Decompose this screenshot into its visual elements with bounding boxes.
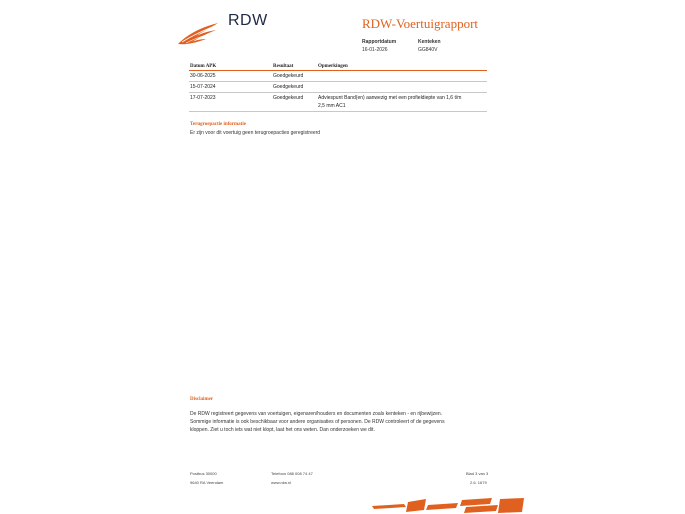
apk-date: 30-06-2025 [189, 71, 272, 82]
kenteken-value: GG840V [418, 47, 438, 53]
disclaimer-line: Sommige informatie is ook beschikbaar voor andere organisaties of personen. De RDW controleert of de gegevens [190, 419, 445, 425]
apk-remark [317, 71, 487, 82]
kenteken-label: Kenteken [418, 39, 441, 45]
apk-remark [317, 93, 487, 112]
apk-date: 17-07-2023 [189, 93, 272, 112]
recall-text: Er zijn voor dit voertuig geen terugroepacties geregistreerd [190, 130, 321, 136]
rapportdatum-label: Rapportdatum [362, 39, 397, 45]
apk-date: 15-07-2024 [189, 82, 272, 93]
apk-remark-line: 2,5 mm AC1 [318, 103, 346, 109]
column-header-result: Resultaat [272, 64, 317, 71]
table-row [189, 82, 487, 93]
recall-heading: Terugroepactie informatie [190, 122, 246, 127]
rdw-logo-icon [176, 20, 220, 46]
apk-result: Goedgekeurd [272, 82, 317, 93]
footer-phone: Telefoon 088 008 74 47 [271, 471, 313, 476]
rapportdatum-value: 16-01-2026 [362, 47, 388, 53]
disclaimer-text [190, 410, 490, 434]
report-title: RDW-Voertuigrapport [362, 16, 479, 31]
apk-result: Goedgekeurd [272, 71, 317, 82]
table-row [189, 93, 487, 112]
column-header-date: Datum APK [189, 64, 272, 71]
disclaimer-line: De RDW registreert gegevens van voertuigen, eigenaren/houders en documenten zoals kenteken - en rijbewijzen. [190, 411, 443, 417]
logo-text: RDW [228, 12, 268, 29]
column-header-remarks: Opmerkingen [317, 64, 487, 71]
decorative-stripes-icon [366, 496, 526, 514]
apk-remark-line: Adviespunt Band(en) aanwezig met een profieldiepte van 1,6 t/m [318, 95, 462, 101]
apk-table [189, 64, 487, 112]
disclaimer-heading: Disclaimer [190, 397, 214, 402]
footer-code: 2.6. 1679 [470, 480, 487, 485]
disclaimer-line: kloppen. Ziet u toch iets wat niet klopt, laat het ons weten. Dan onderzoeken we dit. [190, 427, 375, 433]
footer-page: Blad 3 van 3 [466, 471, 489, 476]
footer-postbus: Postbus 30000 [190, 471, 217, 476]
apk-remark [317, 82, 487, 93]
table-row [189, 71, 487, 82]
footer-city: 9640 RA Veendam [190, 480, 224, 485]
footer-web: www.rdw.nl [271, 480, 292, 485]
apk-result: Goedgekeurd [272, 93, 317, 112]
